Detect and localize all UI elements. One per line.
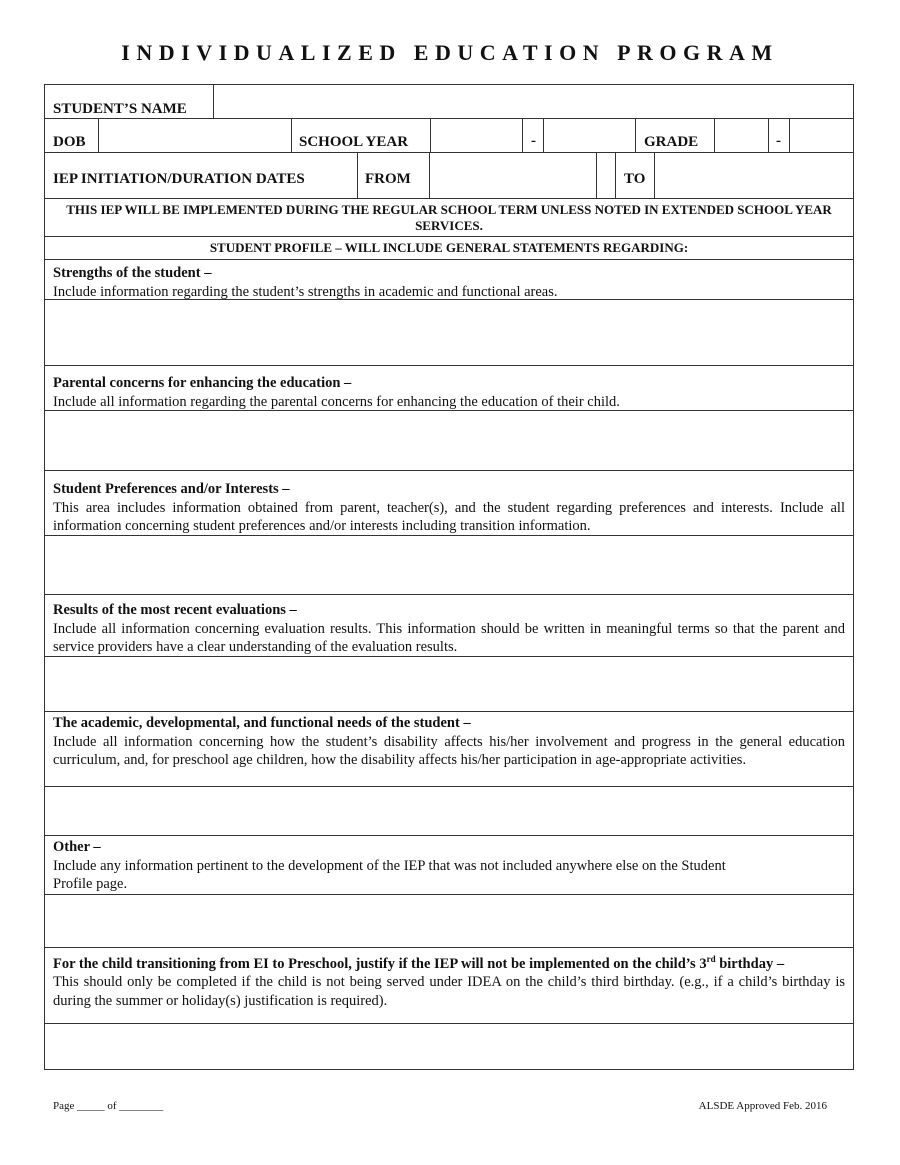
dob-label: DOB: [53, 134, 86, 150]
needs-section: [45, 712, 853, 787]
approval-note: ALSDE Approved Feb. 2016: [698, 1100, 827, 1112]
parental-concerns-section: [45, 366, 853, 411]
evaluations-section: [45, 595, 853, 657]
transition-description: This should only be completed if the child is not being served under IDEA on the child’s third birthday. (e.g., if a child’s birthday is during the summer or holiday(s) justification is required).: [53, 974, 845, 1009]
esy-notice-text: THIS IEP WILL BE IMPLEMENTED DURING THE REGULAR SCHOOL TERM UNLESS NOTED IN EXTENDED SCHOOL YEAR SERVICES.: [66, 202, 832, 233]
other-input[interactable]: [45, 895, 853, 948]
strengths-heading: Strengths of the student –: [53, 265, 212, 281]
student-name-field[interactable]: [214, 85, 853, 118]
parental-concerns-description: Include all information regarding the parental concerns for enhancing the education of their child.: [53, 393, 620, 410]
needs-input[interactable]: [45, 787, 853, 836]
grade-start-field[interactable]: [715, 119, 768, 152]
form-title: INDIVIDUALIZED EDUCATION PROGRAM: [121, 40, 779, 65]
transition-input[interactable]: [45, 1024, 853, 1069]
other-description: Include any information pertinent to the development of the IEP that was not included anywhere else on the Student Profile page.: [53, 857, 726, 892]
transition-heading: For the child transitioning from EI to Preschool, justify if the IEP will not be implemented on the child’s 3rd birthday –: [53, 954, 785, 972]
other-heading: Other –: [53, 839, 101, 855]
from-label: FROM: [365, 171, 411, 187]
school-year-end-field[interactable]: [544, 119, 635, 152]
esy-notice: [45, 199, 853, 237]
student-name-label: STUDENT’S NAME: [53, 101, 187, 117]
grade-end-field[interactable]: [790, 119, 853, 152]
evaluations-input[interactable]: [45, 657, 853, 712]
iep-dates-label: IEP INITIATION/DURATION DATES: [53, 171, 305, 187]
to-date-field[interactable]: [655, 153, 853, 198]
parental-concerns-input[interactable]: [45, 411, 853, 471]
dob-row: [45, 119, 853, 153]
school-year-separator: -: [531, 133, 536, 149]
evaluations-heading: Results of the most recent evaluations –: [53, 602, 297, 618]
parental-concerns-heading: Parental concerns for enhancing the education –: [53, 375, 352, 391]
needs-heading: The academic, developmental, and functional needs of the student –: [53, 715, 471, 731]
evaluations-description: Include all information concerning evaluation results. This information should be written in meaningful terms so that the parent and service providers have a clear understanding of the evaluation results.: [53, 620, 845, 655]
other-section: [45, 836, 853, 895]
iep-dates-row: [45, 153, 853, 199]
student-name-row: [45, 85, 853, 119]
preferences-input[interactable]: [45, 536, 853, 595]
needs-description: Include all information concerning how the student’s disability affects his/her involvement and progress in the general education curriculum, and, for preschool age children, how the disability affects his/her participation in age-appropriate activities.: [53, 733, 845, 768]
school-year-label: SCHOOL YEAR: [299, 134, 409, 150]
grade-separator: -: [776, 133, 781, 149]
dob-field[interactable]: [99, 119, 291, 152]
preferences-description: This area includes information obtained from parent, teacher(s), and the student regarding preferences and interests. Include all information concerning student preferences and/or interests including transition information.: [53, 499, 845, 534]
transition-section: [45, 948, 853, 1024]
preferences-section: [45, 471, 853, 536]
student-profile-header: [45, 237, 853, 260]
strengths-description: Include information regarding the student’s strengths in academic and functional areas.: [53, 283, 558, 300]
to-label: TO: [624, 171, 646, 187]
school-year-start-field[interactable]: [431, 119, 522, 152]
strengths-section: [45, 260, 853, 300]
from-date-field[interactable]: [430, 153, 596, 198]
iep-form: [44, 84, 854, 1070]
strengths-input[interactable]: [45, 300, 853, 366]
preferences-heading: Student Preferences and/or Interests –: [53, 481, 290, 497]
student-profile-header-text: STUDENT PROFILE – WILL INCLUDE GENERAL STATEMENTS REGARDING:: [209, 240, 689, 255]
grade-label: GRADE: [644, 134, 699, 150]
page-number: Page _____ of ________: [53, 1100, 164, 1112]
